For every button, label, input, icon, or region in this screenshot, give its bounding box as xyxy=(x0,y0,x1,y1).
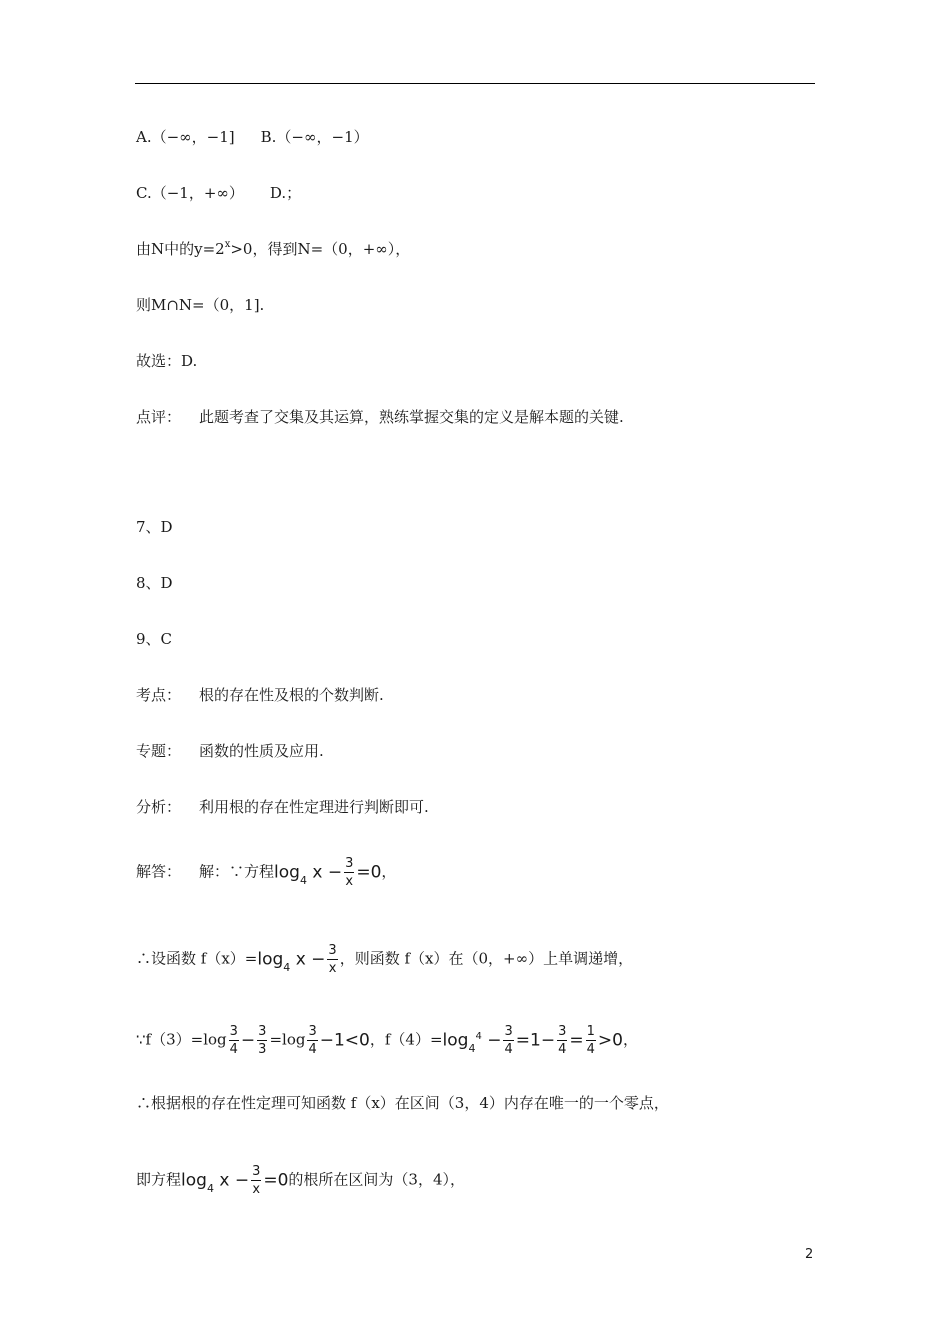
answer-8: 8、D xyxy=(136,574,173,592)
fenxi-text: 利用根的存在性定理进行判断即可. xyxy=(199,798,429,816)
fraction: $\frac{3}{4}$ xyxy=(558,1024,567,1057)
fraction: $\frac{1}{4}$ xyxy=(586,1024,595,1057)
expression-log4x-minus-3-over-x: $\log_4 x$ − $\frac{3}{x}$ xyxy=(257,943,337,976)
jieda-line: 解答： 解：∵方程$\log_4 x$ − $\frac{3}{x}$ =0， xyxy=(136,856,397,889)
fraction: $\frac{3}{4}$ xyxy=(229,1024,238,1057)
fraction: $\frac{3}{x}$ xyxy=(252,1164,261,1197)
header-rule xyxy=(135,83,815,84)
option-c: C.（−1，+∞） xyxy=(136,184,244,202)
option-b: B.（−∞，−1） xyxy=(260,128,369,146)
answer-7: 7、D xyxy=(136,518,173,536)
comment-label: 点评： xyxy=(136,408,182,426)
zhuanti-label: 专题： xyxy=(136,742,182,760)
root-interval-line: 即方程$\log_4 x$ − $\frac{3}{x}$ =0的根所在区间为（3，4）， xyxy=(136,1164,465,1197)
evaluation-line: ∵f（3）=log $\frac{3}{4}$ − $\frac{3}{3}$ =log $\frac{3}{4}$ −1<0，$f(4)=\log_4^4$ − $\frac{3}{4}$ =1− $\frac{3}{4}$ = $\frac{1}{4}$ >0， xyxy=(136,1024,638,1057)
options-row-2 xyxy=(136,183,301,203)
f4-expression: $\log_4^4$ − $\frac{3}{4}$ =1− $\frac{3}{4}$ = $\frac{1}{4}$ >0 xyxy=(442,1024,623,1057)
option-d: D.； xyxy=(269,184,302,202)
fenxi-label: 分析： xyxy=(136,798,182,816)
fraction: $\frac{3}{4}$ xyxy=(308,1024,317,1057)
f3-result: $\frac{3}{4}$ −1<0 xyxy=(308,1024,370,1057)
solution-line-2: 则M∩N=（0，1]. xyxy=(136,296,265,314)
zhuanti-text: 函数的性质及应用. xyxy=(199,742,324,760)
function-def-line: ∴设函数 $f(x)=\log_4$ x − $\frac{3}{x}$ ，则函数 f（x）在（0，+∞）上单调递增， xyxy=(136,943,634,976)
kaodian-line xyxy=(136,685,384,705)
fraction: $\frac{3}{x}$ xyxy=(328,943,337,976)
answer-9: 9、C xyxy=(136,630,173,648)
option-a: A.（−∞，−1] xyxy=(136,128,235,146)
conclusion-line: ∴根据根的存在性定理可知函数 f（x）在区间（3，4）内存在唯一的一个零点， xyxy=(136,1094,669,1112)
f3-expression: $\frac{3}{4}$ − $\frac{3}{3}$ xyxy=(229,1024,267,1057)
jieda-label: 解答： xyxy=(136,862,182,881)
comment-text: 此题考查了交集及其运算，熟练掌握交集的定义是解本题的关键. xyxy=(199,408,624,426)
options-row-1 xyxy=(136,127,369,147)
solution-line-3: 故选：D. xyxy=(136,352,198,370)
solution-line-1: 由N中的$y=2^x>0$，得到N=（0，+∞）， xyxy=(136,239,411,258)
equation-log4x-minus-3-over-x: $\log_4 x$ − $\frac{3}{x}$ =0 xyxy=(274,856,382,889)
fraction: $\frac{3}{x}$ xyxy=(345,856,354,889)
kaodian-text: 根的存在性及根的个数判断. xyxy=(199,686,384,704)
page-number: 2 xyxy=(805,1247,814,1262)
fenxi-line xyxy=(136,797,429,817)
comment-line xyxy=(136,407,624,427)
fraction: $\frac{3}{4}$ xyxy=(504,1024,513,1057)
equation-log4x-minus-3-over-x: $\log_4 x$ − $\frac{3}{x}$ =0 xyxy=(181,1164,289,1197)
fraction: $\frac{3}{3}$ xyxy=(258,1024,267,1057)
kaodian-label: 考点： xyxy=(136,686,182,704)
zhuanti-line xyxy=(136,741,324,761)
